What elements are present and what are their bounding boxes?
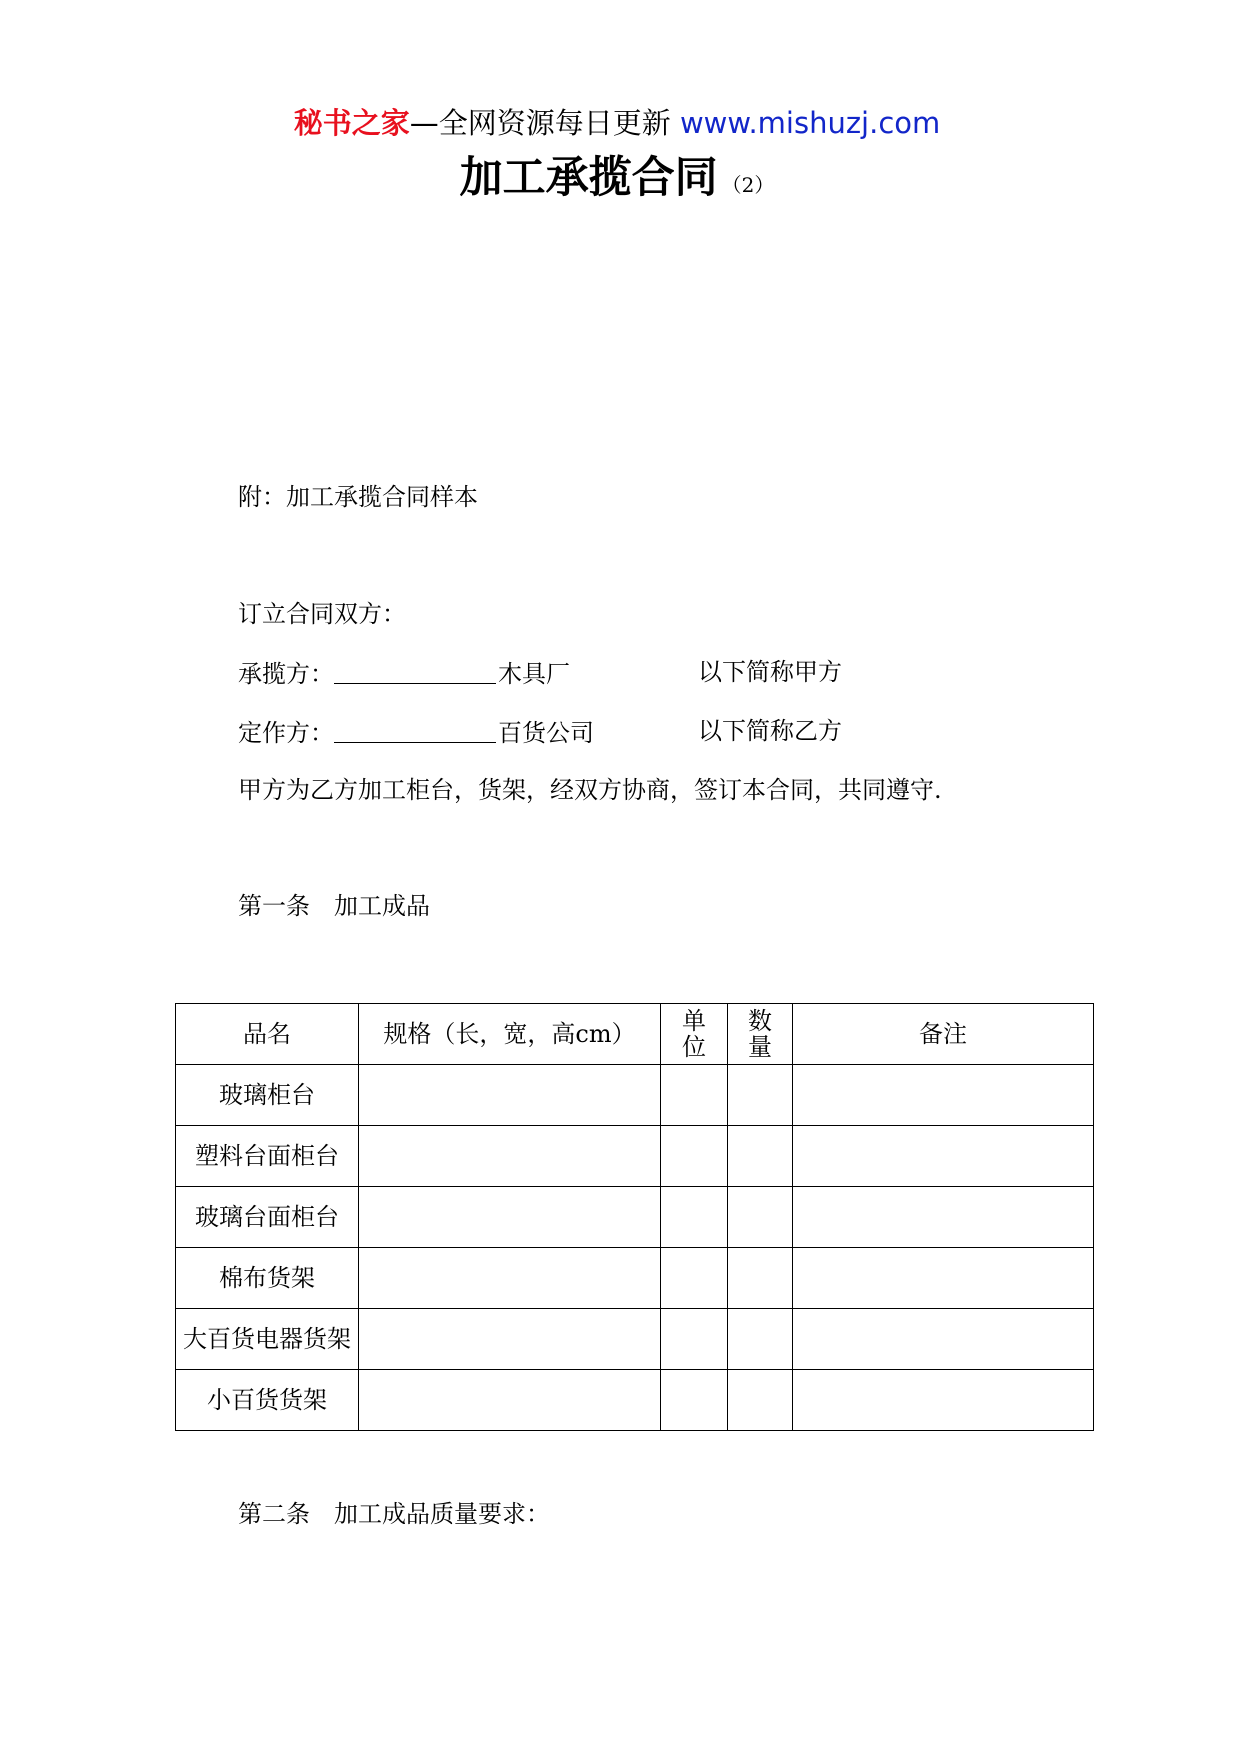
orderer-name-blank[interactable] — [334, 716, 496, 743]
cell-specification[interactable] — [359, 1187, 661, 1248]
cell-unit[interactable] — [661, 1309, 728, 1370]
header-unit — [661, 1004, 728, 1065]
attachment-line: 附：加工承揽合同样本 — [238, 483, 478, 511]
orderer-name: 百货公司 — [498, 719, 594, 747]
contractor-name-blank[interactable] — [334, 657, 496, 684]
cell-specification[interactable] — [359, 1126, 661, 1187]
cell-specification[interactable] — [359, 1309, 661, 1370]
table-row — [176, 1065, 1094, 1126]
header-specification: 规格（长，宽，高cm） — [359, 1004, 661, 1065]
contractor-label: 承揽方： — [238, 660, 334, 688]
document-title — [0, 148, 1234, 215]
header-quantity — [728, 1004, 793, 1065]
contractor-name: 木具厂 — [498, 660, 570, 688]
table-row — [176, 1248, 1094, 1309]
cell-unit[interactable] — [661, 1187, 728, 1248]
parties-intro: 订立合同双方： — [238, 600, 406, 628]
cell-product-name: 玻璃柜台 — [176, 1065, 359, 1126]
cell-remarks[interactable] — [793, 1248, 1094, 1309]
title-suffix: （2） — [721, 173, 775, 197]
header-product-name: 品名 — [176, 1004, 359, 1065]
table-row — [176, 1126, 1094, 1187]
title-main: 加工承揽合同 — [459, 153, 718, 203]
cell-quantity[interactable] — [728, 1126, 793, 1187]
header-unit-text: 单位 — [681, 1006, 706, 1061]
article-1-heading: 第一条 加工成品 — [238, 892, 430, 920]
table-row — [176, 1187, 1094, 1248]
orderer-abbr: 以下简称乙方 — [698, 717, 842, 745]
cell-unit[interactable] — [661, 1126, 728, 1187]
cell-remarks[interactable] — [793, 1126, 1094, 1187]
cell-unit[interactable] — [661, 1370, 728, 1431]
cell-remarks[interactable] — [793, 1309, 1094, 1370]
cell-remarks[interactable] — [793, 1187, 1094, 1248]
cell-remarks[interactable] — [793, 1065, 1094, 1126]
purpose-paragraph: 甲方为乙方加工柜台，货架，经双方协商，签订本合同，共同遵守. — [238, 776, 942, 804]
cell-unit[interactable] — [661, 1065, 728, 1126]
table-row — [176, 1309, 1094, 1370]
cell-remarks[interactable] — [793, 1370, 1094, 1431]
site-url-link[interactable]: www.mishuzj.com — [679, 106, 941, 140]
header-tagline: —全网资源每日更新 — [409, 106, 671, 140]
cell-product-name: 塑料台面柜台 — [176, 1126, 359, 1187]
cell-quantity[interactable] — [728, 1309, 793, 1370]
cell-specification[interactable] — [359, 1065, 661, 1126]
cell-quantity[interactable] — [728, 1065, 793, 1126]
orderer-line — [238, 714, 842, 750]
site-header — [0, 102, 1234, 144]
cell-quantity[interactable] — [728, 1370, 793, 1431]
table-row — [176, 1370, 1094, 1431]
cell-product-name: 玻璃台面柜台 — [176, 1187, 359, 1248]
cell-quantity[interactable] — [728, 1187, 793, 1248]
cell-product-name: 大百货电器货架 — [176, 1309, 359, 1370]
orderer-label: 定作方： — [238, 719, 334, 747]
header-quantity-text: 数量 — [747, 1006, 772, 1061]
contractor-line — [238, 655, 842, 691]
contractor-abbr: 以下简称甲方 — [698, 658, 842, 686]
header-remarks: 备注 — [793, 1004, 1094, 1065]
brand-name: 秘书之家 — [293, 106, 410, 140]
cell-specification[interactable] — [359, 1370, 661, 1431]
cell-specification[interactable] — [359, 1248, 661, 1309]
goods-table — [175, 1003, 1094, 1431]
table-header-row — [176, 1004, 1094, 1065]
cell-unit[interactable] — [661, 1248, 728, 1309]
cell-product-name: 棉布货架 — [176, 1248, 359, 1309]
article-2-heading: 第二条 加工成品质量要求： — [238, 1500, 550, 1528]
cell-quantity[interactable] — [728, 1248, 793, 1309]
cell-product-name: 小百货货架 — [176, 1370, 359, 1431]
